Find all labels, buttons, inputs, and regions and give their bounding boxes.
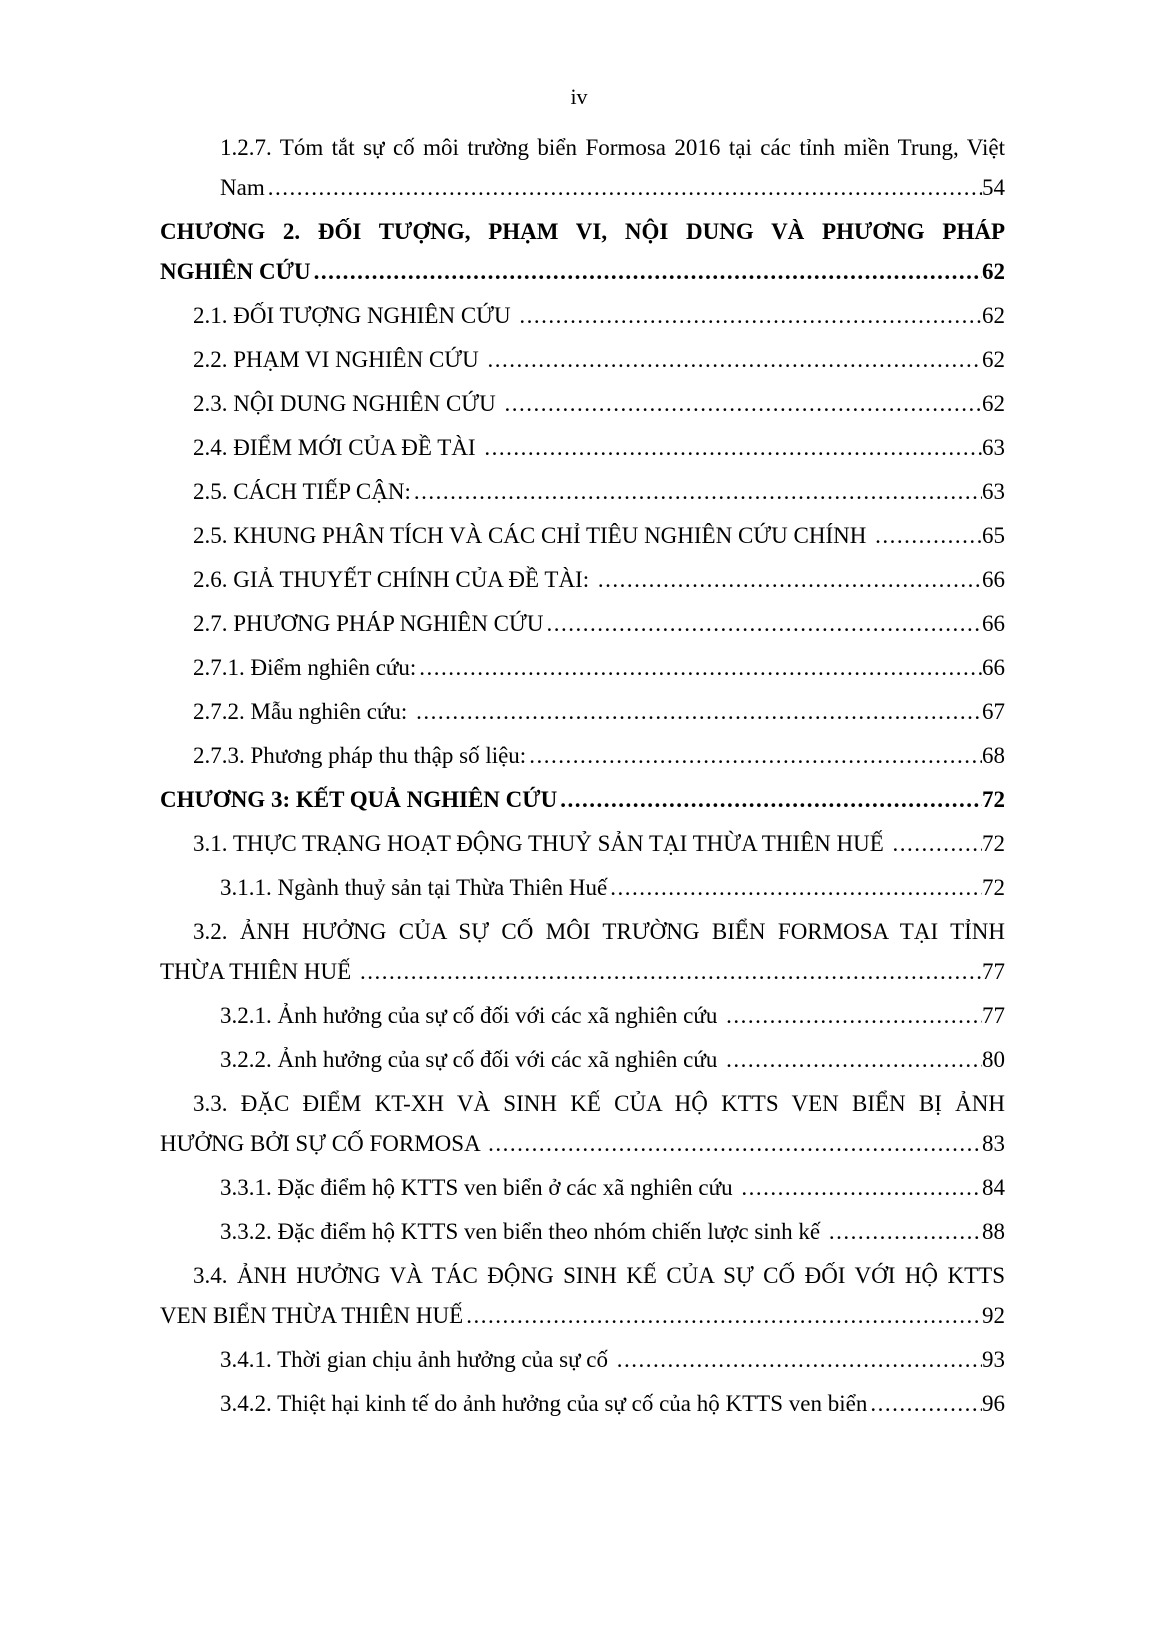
toc-page-ref: 84: [982, 1175, 1005, 1200]
toc-page-ref: 66: [982, 567, 1005, 592]
dot-leader: [314, 252, 982, 292]
dot-leader: [519, 296, 982, 336]
toc-page-ref: 77: [982, 1003, 1005, 1028]
toc-entry: [160, 780, 1005, 820]
toc-entry-text: 2.2. PHẠM VI NGHIÊN CỨU: [193, 347, 485, 372]
toc-entry-text: 3.4.1. Thời gian chịu ảnh hưởng của sự cố: [220, 1347, 614, 1372]
toc-entry-text: 3.1.1. Ngành thuỷ sản tại Thừa Thiên Huế: [220, 875, 608, 900]
toc-page-ref: 72: [982, 875, 1005, 900]
toc-page-ref: 62: [982, 391, 1005, 416]
toc-page-ref: 63: [982, 435, 1005, 460]
toc-page-ref: 92: [982, 1303, 1005, 1328]
toc-entry-line: [220, 1212, 1005, 1252]
toc-entry-text: 3.3. ĐẶC ĐIỂM KT-XH VÀ SINH KẾ CỦA HỘ KTTS VEN BIỂN BỊ ẢNH: [193, 1091, 1005, 1116]
toc-entry-line: [220, 1384, 1005, 1424]
dot-leader: [268, 168, 982, 208]
dot-leader: [829, 1212, 982, 1252]
toc-entry-line: [193, 384, 1005, 424]
toc-entry-text: NGHIÊN CỨU: [160, 259, 311, 284]
toc-entry-line: [160, 252, 1005, 292]
dot-leader: [505, 384, 982, 424]
toc-entry: [160, 384, 1005, 424]
toc-entry-line: [193, 296, 1005, 336]
dot-leader: [741, 1168, 982, 1208]
toc-entry-line: [220, 1040, 1005, 1080]
toc-entry-text: 2.5. CÁCH TIẾP CẬN:: [193, 479, 411, 504]
dot-leader: [414, 472, 982, 512]
toc-entry: [160, 996, 1005, 1036]
dot-leader: [488, 340, 982, 380]
dot-leader: [726, 996, 982, 1036]
toc-page-ref: 96: [982, 1391, 1005, 1416]
toc-entry-line: [193, 516, 1005, 556]
toc-entry: [160, 340, 1005, 380]
toc-entry-text: 3.1. THỰC TRẠNG HOẠT ĐỘNG THUỶ SẢN TẠI THỪA THIÊN HUẾ: [193, 831, 890, 856]
toc-page-ref: 63: [982, 479, 1005, 504]
toc-entry-text: CHƯƠNG 3: KẾT QUẢ NGHIÊN CỨU: [160, 787, 558, 812]
toc-entry-text: 3.4.2. Thiệt hại kinh tế do ảnh hưởng của sự cố của hộ KTTS ven biển: [220, 1391, 868, 1416]
page-number: iv: [570, 84, 588, 109]
toc-entry-text: 2.7.1. Điểm nghiên cứu:: [193, 655, 417, 680]
toc-page-ref: 66: [982, 611, 1005, 636]
toc-entry: [160, 1212, 1005, 1252]
toc-entry-line: [220, 168, 1005, 208]
toc-page-ref: 67: [982, 699, 1005, 724]
toc-entry: [160, 428, 1005, 468]
toc-entry: [160, 1256, 1005, 1336]
dot-leader: [870, 1384, 982, 1424]
toc-page-ref: 68: [982, 743, 1005, 768]
toc-entry: [160, 1084, 1005, 1164]
dot-leader: [360, 952, 982, 992]
dot-leader: [617, 1340, 982, 1380]
dot-leader: [484, 428, 982, 468]
toc-entry-line: [160, 1124, 1005, 1164]
toc-entry-line: [220, 1340, 1005, 1380]
dot-leader: [726, 1040, 982, 1080]
toc-entry-text: HƯỞNG BỞI SỰ CỐ FORMOSA: [160, 1131, 486, 1156]
toc-page-ref: 66: [982, 655, 1005, 680]
toc-page-ref: 72: [982, 831, 1005, 856]
toc-entry-line: [193, 648, 1005, 688]
toc-entry-line: [193, 736, 1005, 776]
toc-entry: [160, 1384, 1005, 1424]
toc-entry-line: [193, 604, 1005, 644]
dot-leader: [488, 1124, 982, 1164]
dot-leader: [466, 1296, 982, 1336]
toc-entry-line: [193, 340, 1005, 380]
toc-page-ref: 80: [982, 1047, 1005, 1072]
toc-entry-line: [193, 824, 1005, 864]
toc-entry: [160, 1040, 1005, 1080]
toc-page-ref: 72: [982, 787, 1005, 812]
toc-entry-line: [160, 952, 1005, 992]
toc-entry-text: 3.3.2. Đặc điểm hộ KTTS ven biển theo nhóm chiến lược sinh kế: [220, 1219, 826, 1244]
toc-page-ref: 62: [982, 259, 1005, 284]
toc-entry: [160, 1168, 1005, 1208]
toc-entry-line: [220, 868, 1005, 908]
toc-entry: [160, 128, 1005, 208]
toc-entry-text: 3.2.1. Ảnh hưởng của sự cố đối với các xã nghiên cứu: [220, 1003, 724, 1028]
toc-entry-text: 1.2.7. Tóm tắt sự cố môi trường biển Formosa 2016 tại các tỉnh miền Trung, Việt: [220, 135, 1005, 160]
toc-page-ref: 88: [982, 1219, 1005, 1244]
dot-leader: [529, 736, 982, 776]
dot-leader: [875, 516, 982, 556]
toc-entry-line: [220, 996, 1005, 1036]
toc-page-ref: 62: [982, 347, 1005, 372]
dot-leader: [419, 648, 982, 688]
toc-entry-line: [220, 1168, 1005, 1208]
toc-page-ref: 65: [982, 523, 1005, 548]
dot-leader: [560, 780, 982, 820]
toc-entry-text: 3.2.2. Ảnh hưởng của sự cố đối với các xã nghiên cứu: [220, 1047, 724, 1072]
toc-entry: [160, 736, 1005, 776]
toc-entry: [160, 1340, 1005, 1380]
toc-entry-line: [193, 472, 1005, 512]
toc-entry-text: 2.7. PHƯƠNG PHÁP NGHIÊN CỨU: [193, 611, 544, 636]
toc-page-ref: 62: [982, 303, 1005, 328]
toc-entry-text: 2.6. GIẢ THUYẾT CHÍNH CỦA ĐỀ TÀI:: [193, 567, 595, 592]
toc-entry-line: [193, 560, 1005, 600]
toc-entry-line: [193, 428, 1005, 468]
toc-entry: [160, 604, 1005, 644]
toc-entry: [160, 912, 1005, 992]
toc-entry-text: 3.2. ẢNH HƯỞNG CỦA SỰ CỐ MÔI TRƯỜNG BIỂN FORMOSA TẠI TỈNH: [193, 919, 1005, 944]
dot-leader: [416, 692, 982, 732]
toc-page-ref: 77: [982, 959, 1005, 984]
toc-entry: [160, 824, 1005, 864]
toc-entry-text: 2.7.2. Mẫu nghiên cứu:: [193, 699, 414, 724]
toc-entry: [160, 296, 1005, 336]
toc-page-ref: 93: [982, 1347, 1005, 1372]
toc-entry: [160, 648, 1005, 688]
toc-entry: [160, 212, 1005, 292]
toc-entry-text: VEN BIỂN THỪA THIÊN HUẾ: [160, 1303, 464, 1328]
toc-entry-text: 2.5. KHUNG PHÂN TÍCH VÀ CÁC CHỈ TIÊU NGHIÊN CỨU CHÍNH: [193, 523, 873, 548]
dot-leader: [598, 560, 982, 600]
toc-entry-text: 2.7.3. Phương pháp thu thập số liệu:: [193, 743, 527, 768]
toc-entry: [160, 692, 1005, 732]
toc-entry: [160, 560, 1005, 600]
toc-entry-text: 2.3. NỘI DUNG NGHIÊN CỨU: [193, 391, 502, 416]
toc-entry-text: 2.1. ĐỐI TƯỢNG NGHIÊN CỨU: [193, 303, 517, 328]
toc-entry-text: THỪA THIÊN HUẾ: [160, 959, 357, 984]
toc-entry-line: [160, 780, 1005, 820]
toc-entry-line: [160, 1296, 1005, 1336]
toc-page-ref: 83: [982, 1131, 1005, 1156]
toc-page-ref: 54: [982, 175, 1005, 200]
toc-entry: [160, 516, 1005, 556]
toc-entry-text: 3.3.1. Đặc điểm hộ KTTS ven biển ở các xã nghiên cứu: [220, 1175, 739, 1200]
toc-entry-text: CHƯƠNG 2. ĐỐI TƯỢNG, PHẠM VI, NỘI DUNG VÀ PHƯƠNG PHÁP: [160, 219, 1005, 244]
toc-entry-line: [193, 692, 1005, 732]
table-of-contents: [160, 128, 1005, 1428]
toc-entry: [160, 868, 1005, 908]
dot-leader: [893, 824, 982, 864]
dot-leader: [546, 604, 982, 644]
dot-leader: [610, 868, 982, 908]
toc-entry-text: Nam: [220, 175, 265, 200]
toc-entry-text: 2.4. ĐIỂM MỚI CỦA ĐỀ TÀI: [193, 435, 482, 460]
toc-entry-text: 3.4. ẢNH HƯỞNG VÀ TÁC ĐỘNG SINH KẾ CỦA SỰ CỐ ĐỐI VỚI HỘ KTTS: [193, 1263, 1005, 1288]
toc-entry: [160, 472, 1005, 512]
